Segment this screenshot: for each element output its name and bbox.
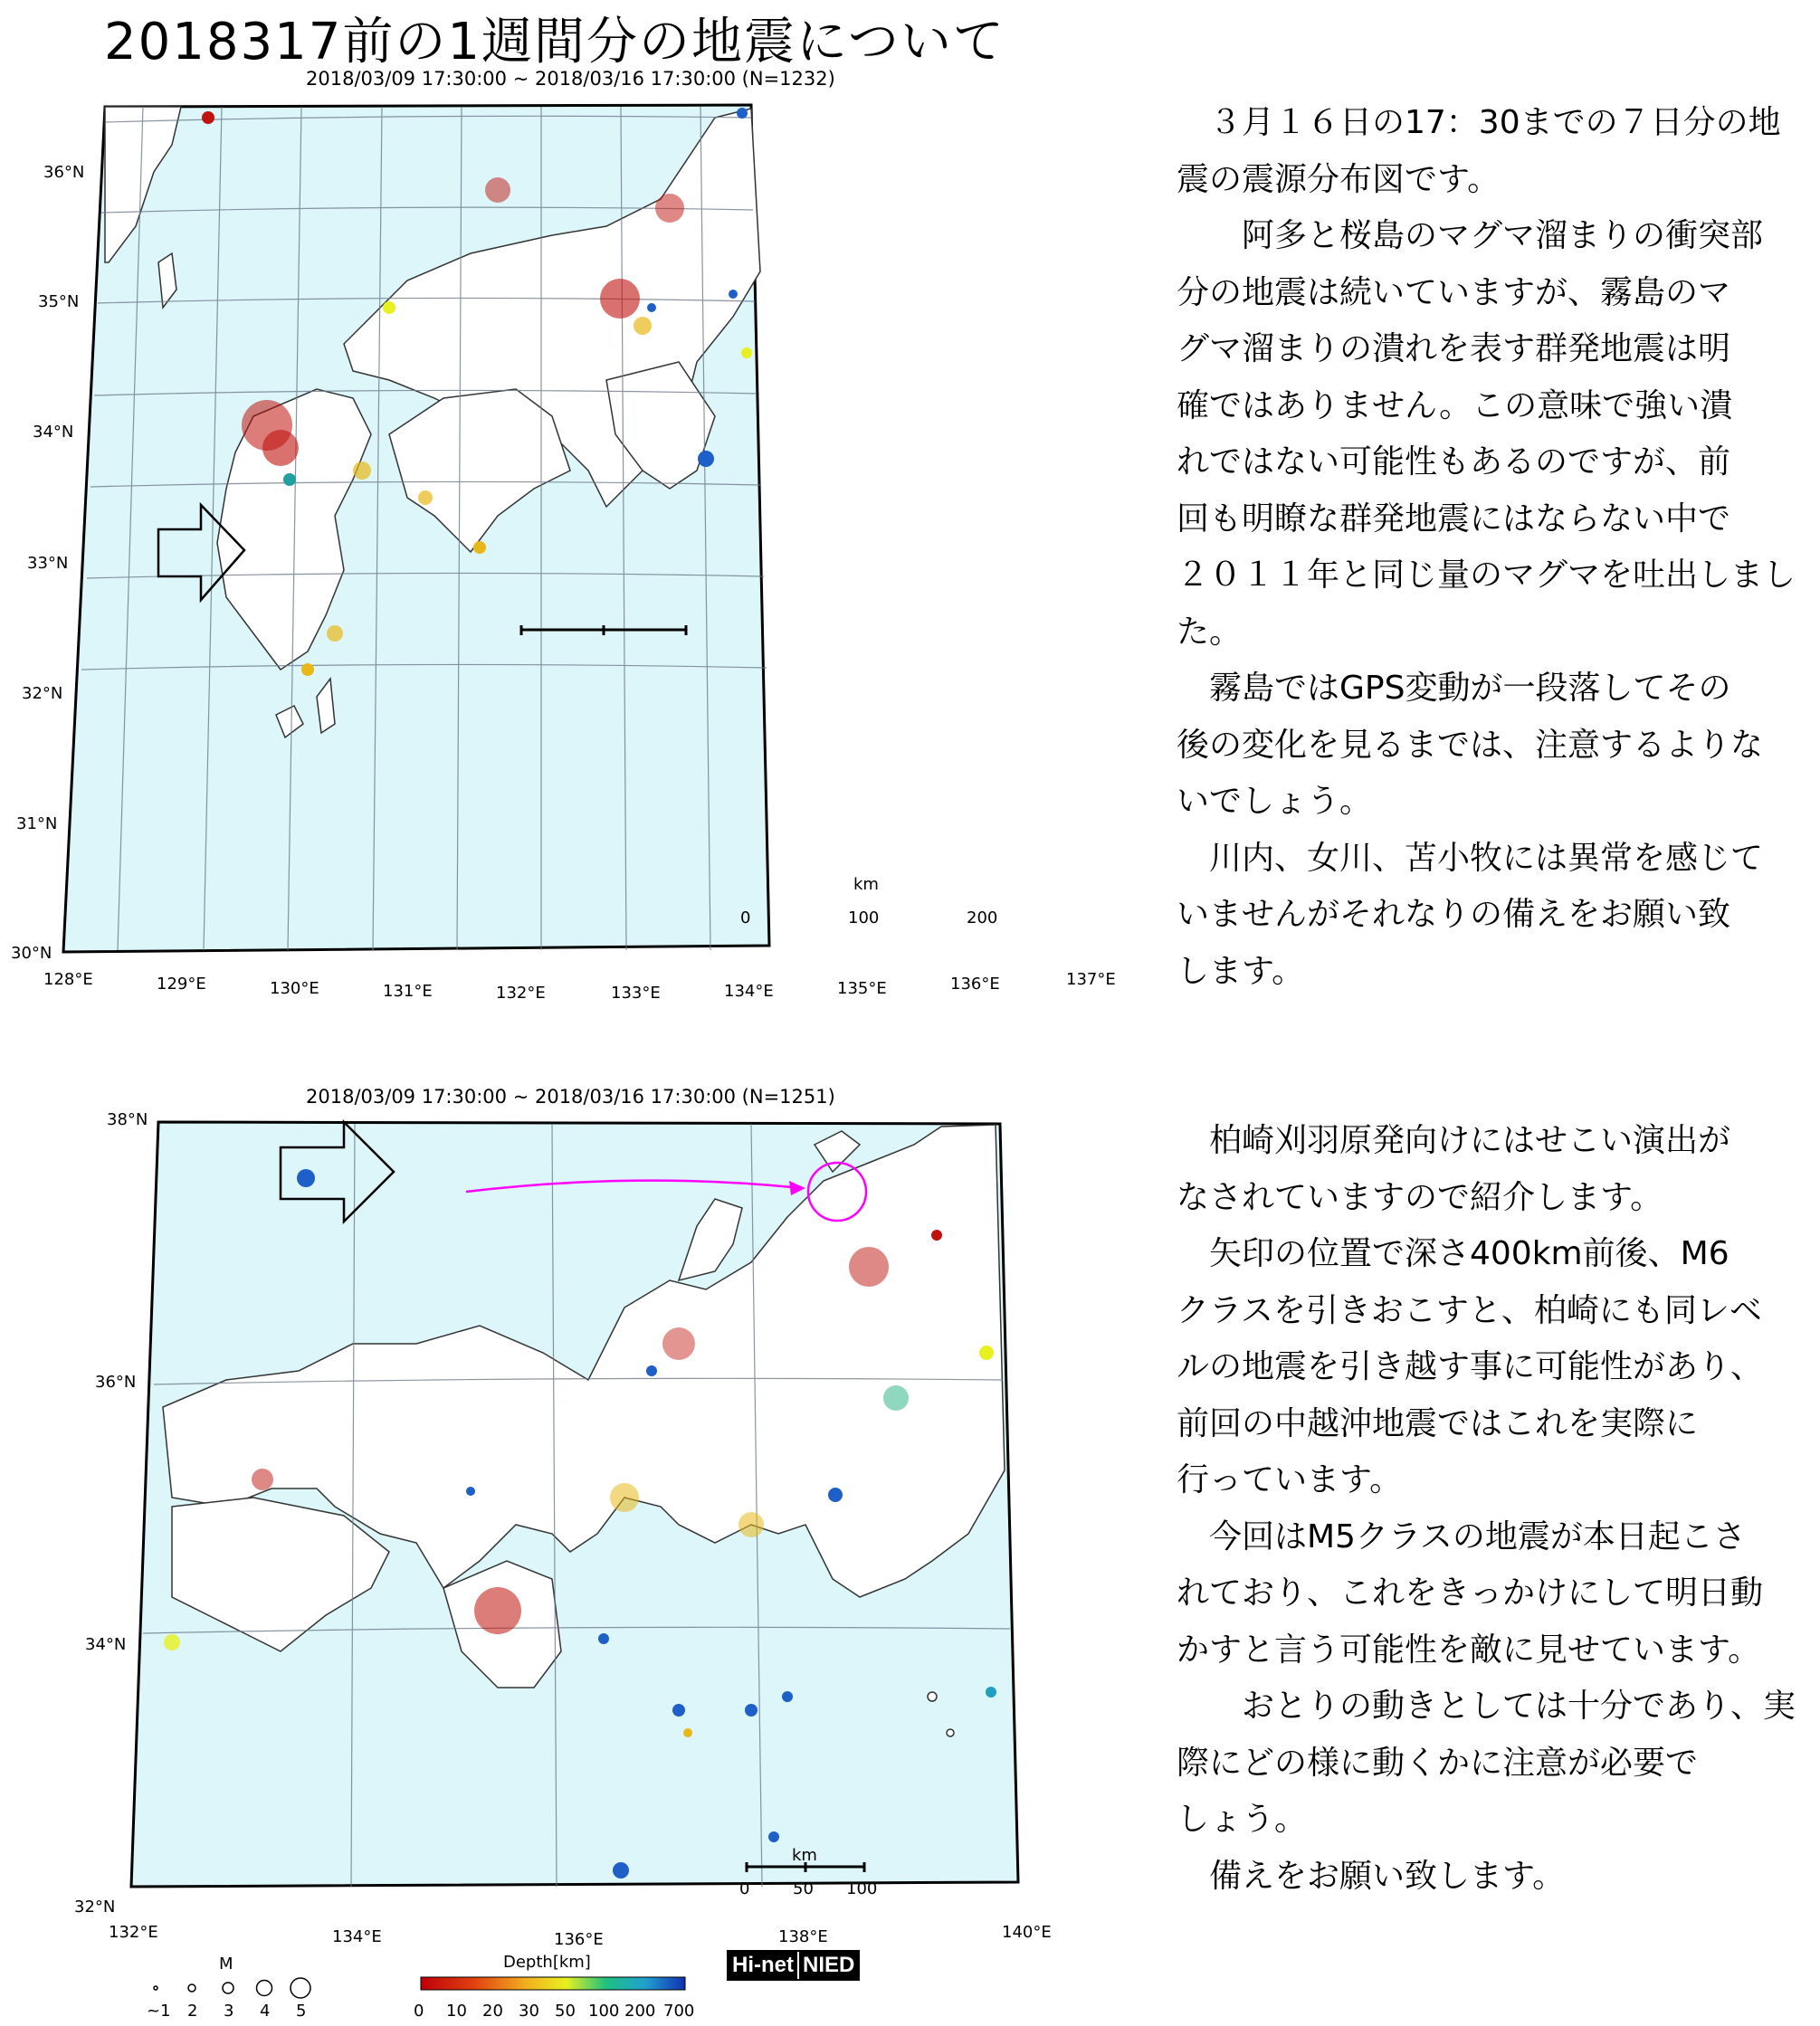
- text2-line: なされていますので紹介します。: [1177, 1178, 1663, 1216]
- map2-scale-100: 100: [846, 1879, 878, 1898]
- text2-line: 行っています。: [1177, 1461, 1403, 1498]
- depth-200: 200: [624, 2002, 656, 2021]
- map1-lon-128: 128°E: [43, 970, 93, 989]
- hinet-logo-text: Hi-net: [729, 1952, 797, 1979]
- magnitude-legend-symbols: [145, 1975, 317, 2001]
- commentary-text-2: [1177, 1113, 1796, 1905]
- text1-line: ３月１６日の17：30までの７日分の地: [1177, 104, 1781, 141]
- map2-scale-unit: km: [792, 1846, 817, 1865]
- map1-lat-31: 31°N: [16, 814, 58, 833]
- text2-line: 柏崎刈羽原発向けにはせこい演出が: [1177, 1122, 1731, 1159]
- text2-line: おとりの動きとしては十分であり、実: [1177, 1688, 1796, 1725]
- map2-caption: 2018/03/09 17:30:00 ~ 2018/03/16 17:30:00 (N=1251): [306, 1086, 835, 1108]
- map2-frame: [118, 1108, 1032, 1896]
- map1-lon-129: 129°E: [157, 975, 206, 994]
- map2-lat-38: 38°N: [107, 1110, 148, 1129]
- map1-lat-36: 36°N: [43, 163, 85, 182]
- text2-line: 矢印の位置で深さ400km前後、M6: [1177, 1235, 1729, 1272]
- map2-lat-36: 36°N: [95, 1373, 137, 1392]
- text2-line: かすと言う可能性を敵に見せています。: [1177, 1631, 1761, 1669]
- magnitude-legend-title: M: [219, 1955, 233, 1974]
- map2-lat-32: 32°N: [74, 1898, 116, 1917]
- text2-line: 際にどの様に動くかに注意が必要で: [1177, 1744, 1699, 1782]
- text1-line: 確ではありません。この意味で強い潰: [1177, 386, 1733, 424]
- map2-lon-136: 136°E: [554, 1930, 604, 1949]
- map1-scale-200: 200: [967, 908, 998, 927]
- text2-line: 今回はM5クラスの地震が本日起こさ: [1177, 1517, 1746, 1555]
- magnitude-4: 4: [260, 2002, 271, 2021]
- text2-line: クラスを引きおこすと、柏崎にも同レベ: [1177, 1291, 1762, 1329]
- depth-legend-title: Depth[km]: [503, 1953, 591, 1972]
- map2-lon-140: 140°E: [1002, 1923, 1052, 1942]
- page-title: 2018317前の1週間分の地震について: [104, 13, 1005, 71]
- commentary-text-1: [1177, 95, 1796, 1000]
- magnitude-3: 3: [224, 2002, 234, 2021]
- map2-lon-134: 134°E: [332, 1927, 382, 1946]
- text1-line: 後の変化を見るまでは、注意するよりな: [1177, 726, 1764, 764]
- map1-lon-131: 131°E: [383, 982, 433, 1001]
- map1-scale-0: 0: [740, 908, 751, 927]
- map2-lon-132: 132°E: [109, 1923, 158, 1942]
- map1-scale-100: 100: [848, 908, 880, 927]
- text1-line: 分の地震は続いていますが、霧島のマ: [1177, 273, 1731, 311]
- depth-0: 0: [414, 2002, 424, 2021]
- text1-line: 川内、女川、苫小牧には異常を感じて: [1177, 839, 1764, 877]
- map1-lat-34: 34°N: [33, 423, 74, 442]
- depth-colorbar: [419, 1975, 691, 1997]
- nied-logo-text: NIED: [797, 1952, 858, 1979]
- text1-line: します。: [1177, 952, 1305, 990]
- map1-lon-134: 134°E: [724, 982, 774, 1001]
- text1-line: れではない可能性もあるのですが、前: [1177, 443, 1731, 480]
- map1-lon-136: 136°E: [950, 975, 1000, 994]
- map2-lat-34: 34°N: [85, 1635, 127, 1654]
- depth-700: 700: [663, 2002, 695, 2021]
- text2-line: ルの地震を引き越す事に可能性があり、: [1177, 1348, 1764, 1385]
- map1-lon-137: 137°E: [1066, 970, 1116, 989]
- depth-50: 50: [555, 2002, 576, 2021]
- map2-scale-0: 0: [739, 1879, 750, 1898]
- magnitude-2: 2: [187, 2002, 198, 2021]
- map1-lon-135: 135°E: [837, 979, 887, 998]
- text1-line: 霧島ではGPS変動が一段落してその: [1177, 670, 1731, 707]
- text2-line: 備えをお願い致します。: [1177, 1857, 1566, 1895]
- text1-line: いでしょう。: [1177, 783, 1373, 820]
- text1-line: 震の震源分布図です。: [1177, 160, 1501, 198]
- depth-30: 30: [519, 2002, 539, 2021]
- map1-frame: [45, 90, 796, 1004]
- text2-line: しょう。: [1177, 1801, 1308, 1838]
- text1-line: いませんがそれなりの備えをお願い致: [1177, 896, 1731, 933]
- map1-caption: 2018/03/09 17:30:00 ~ 2018/03/16 17:30:00 (N=1232): [306, 68, 835, 90]
- magnitude-1: ~1: [147, 2002, 171, 2021]
- text2-line: 前回の中越沖地震ではこれを実際に: [1177, 1404, 1699, 1442]
- map1-lat-32: 32°N: [22, 684, 63, 703]
- depth-20: 20: [482, 2002, 503, 2021]
- map1-lon-132: 132°E: [496, 984, 546, 1003]
- text1-line: た。: [1177, 613, 1243, 651]
- magnitude-5: 5: [296, 2002, 307, 2021]
- text1-line: ２０１１年と同じ量のマグマを吐出しまし: [1177, 556, 1796, 594]
- text1-line: グマ溜まりの潰れを表す群発地震は明: [1177, 330, 1731, 367]
- map1-scale-unit: km: [853, 875, 879, 894]
- depth-100: 100: [588, 2002, 620, 2021]
- text2-line: れており、これをきっかけにして明日動: [1177, 1574, 1764, 1612]
- map2-lon-138: 138°E: [778, 1927, 828, 1946]
- depth-10: 10: [446, 2002, 467, 2021]
- text1-line: 回も明瞭な群発地震にはならない中で: [1177, 499, 1731, 537]
- map1-lon-133: 133°E: [611, 984, 661, 1003]
- text1-line: 阿多と桜島のマグマ溜まりの衝突部: [1177, 217, 1764, 254]
- map1-lon-130: 130°E: [270, 979, 319, 998]
- map2-scale-50: 50: [793, 1879, 814, 1898]
- map1-lat-30: 30°N: [11, 944, 52, 963]
- map1-lat-33: 33°N: [27, 554, 69, 573]
- hinet-nied-logo: [727, 1950, 860, 1981]
- map1-lat-35: 35°N: [38, 292, 80, 311]
